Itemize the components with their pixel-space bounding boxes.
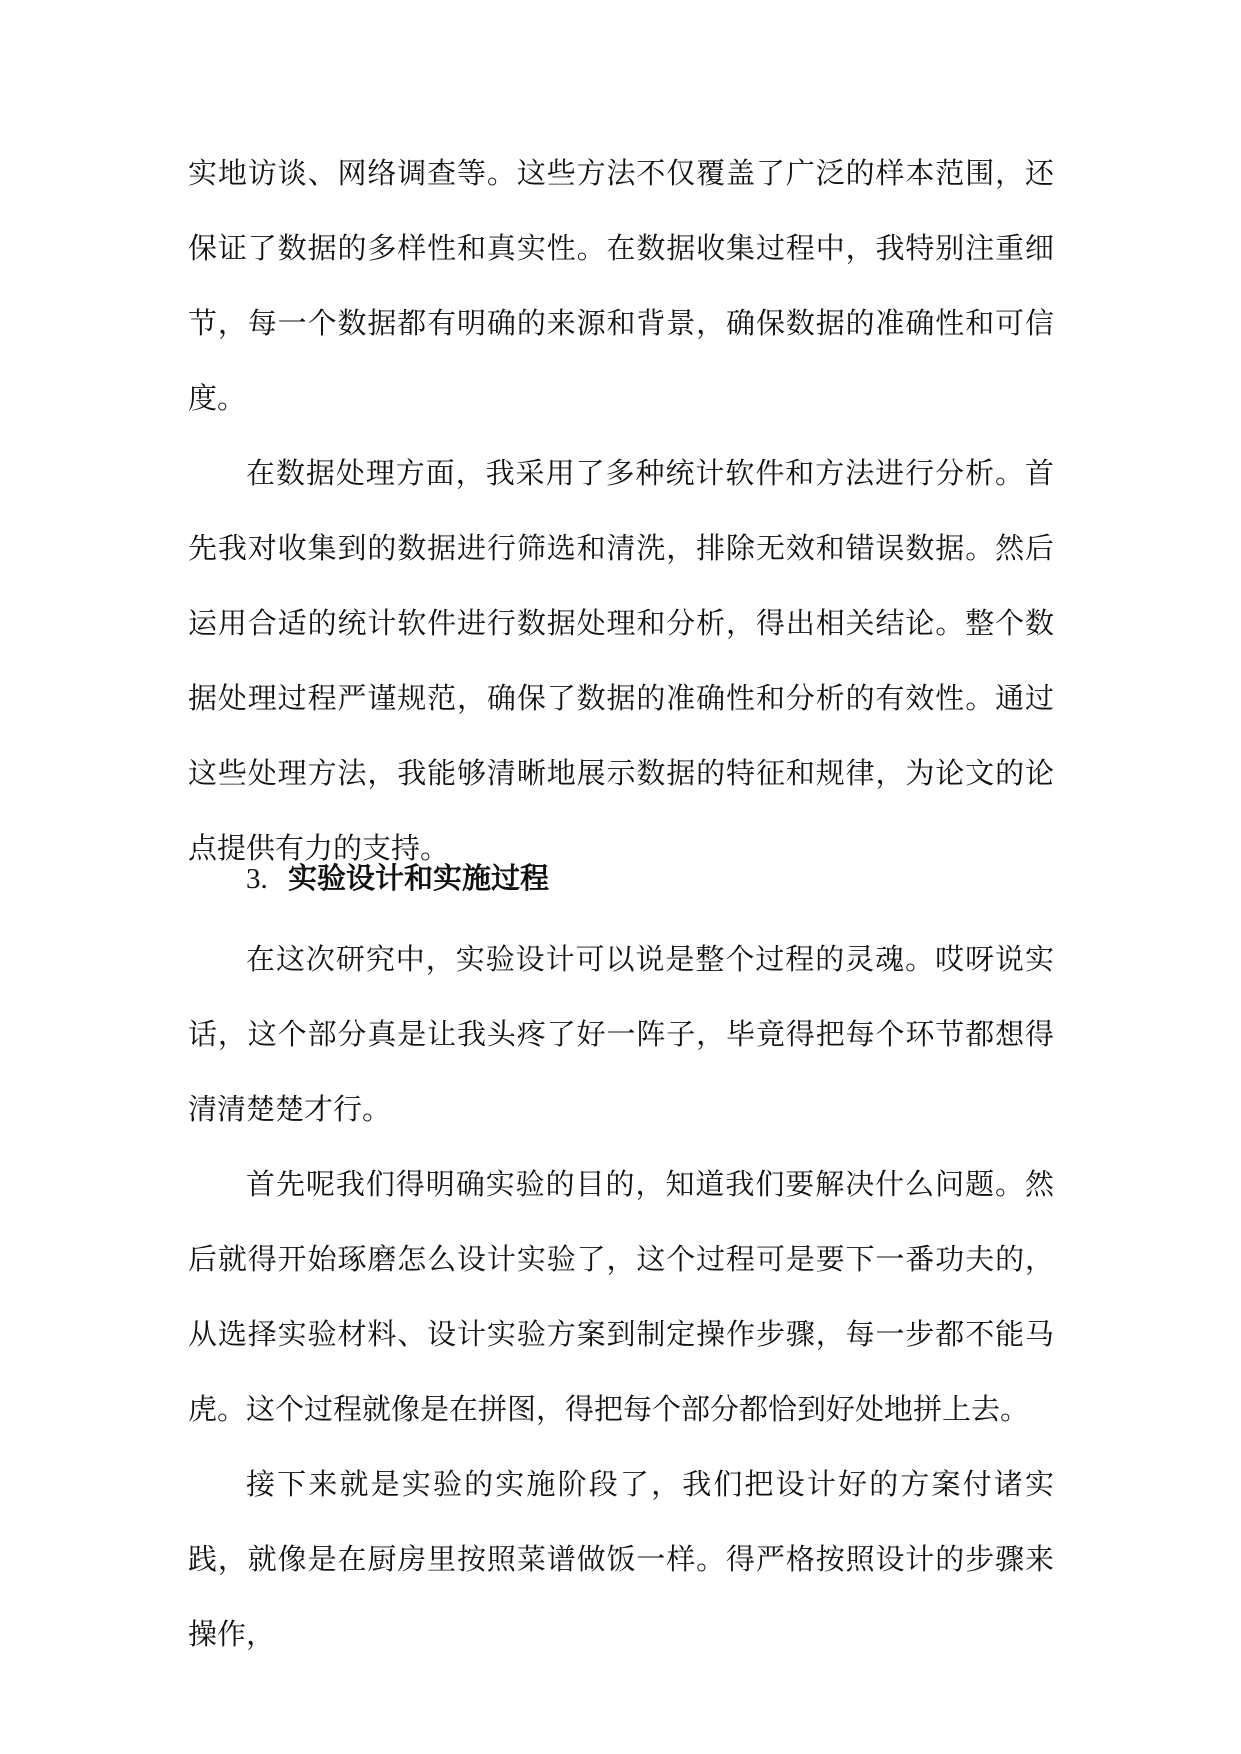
paragraph-data-processing: 在数据处理方面，我采用了多种统计软件和方法进行分析。首先我对收集到的数据进行筛选和清洗，排除无效和错误数据。然后运用合适的统计软件进行数据处理和分析，得出相关结论。整个数据处理过程严谨规范，确保了数据的准确性和分析的有效性。通过这些处理方法，我能够清晰地展示数据的特征和规律，为论文的论点提供有力的支持。 <box>188 456 1054 865</box>
paragraph-experiment-design-intro: 在这次研究中，实验设计可以说是整个过程的灵魂。哎呀说实话，这个部分真是让我头疼了好一阵子，毕竟得把每个环节都想得清清楚楚才行。 <box>188 942 1054 1126</box>
section-title: 实验设计和实施过程 <box>288 861 550 895</box>
paragraph-experiment-implementation: 接下来就是实验的实施阶段了，我们把设计好的方案付诸实践，就像是在厨房里按照菜谱做饭一样。得严格按照设计的步骤来操作， <box>188 1467 1054 1651</box>
paragraph-experiment-design-steps: 首先呢我们得明确实验的目的，知道我们要解决什么问题。然后就得开始琢磨怎么设计实验了，这个过程可是要下一番功夫的，从选择实验材料、设计实验方案到制定操作步骤，每一步都不能马虎。这个过程就像是在拼图，得把每个部分都恰到好处地拼上去。 <box>188 1167 1054 1426</box>
paragraph-data-collection: 实地访谈、网络调查等。这些方法不仅覆盖了广泛的样本范围，还保证了数据的多样性和真实性。在数据收集过程中，我特别注重细节，每一个数据都有明确的来源和背景，确保数据的准确性和可信度。 <box>188 156 1054 415</box>
section-heading <box>246 858 549 899</box>
body-text-before-heading <box>188 136 1054 886</box>
body-text-after-heading <box>188 922 1054 1672</box>
section-number: 3. <box>246 863 268 895</box>
